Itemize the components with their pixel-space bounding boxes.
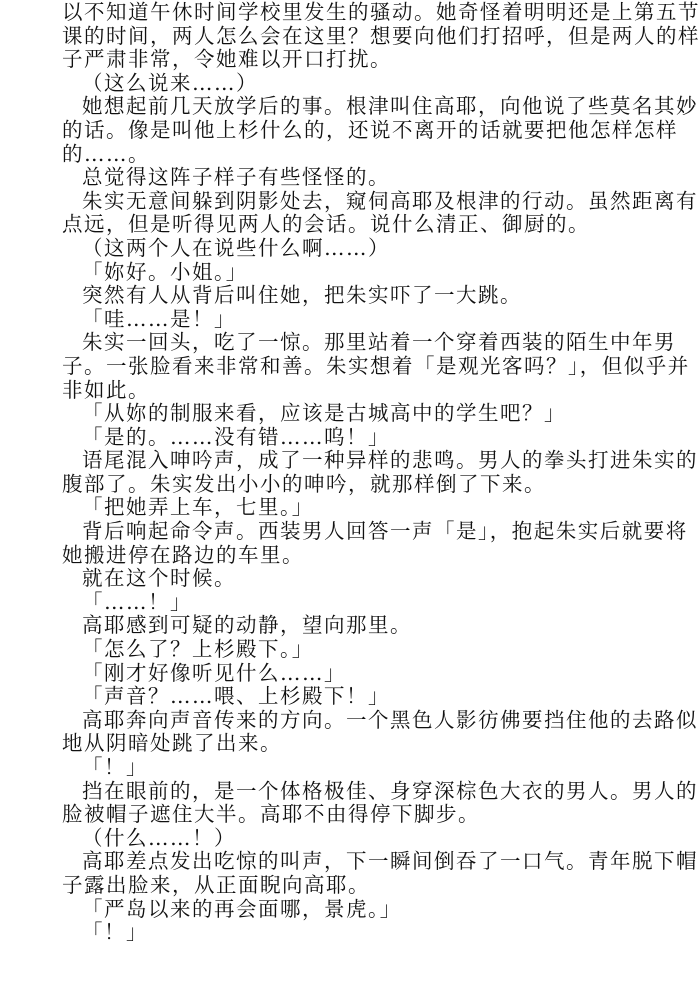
text-line: 朱实无意间躲到阴影处去，窥伺高耶及根津的行动。虽然距离有 xyxy=(82,188,698,213)
paragraph xyxy=(62,448,698,496)
paragraph xyxy=(62,921,662,945)
text-line: 语尾混入呻吟声，成了一种异样的悲鸣。男人的拳头打进朱实的 xyxy=(82,448,698,473)
text-line: 子严肃非常，令她难以开口打扰。 xyxy=(62,47,392,72)
text-line: 「把她弄上车，七里。」 xyxy=(82,495,314,520)
paragraph xyxy=(62,519,688,567)
document-page xyxy=(62,0,700,945)
text-line: 朱实一回头，吃了一惊。那里站着一个穿着西装的陌生中年男 xyxy=(82,330,676,355)
text-line: 「是的。……没有错……呜！」 xyxy=(82,424,390,449)
text-line: 就在这个时候。 xyxy=(82,566,236,591)
text-line: 以不知道午休时间学校里发生的骚动。她奇怪着明明还是上第五节 xyxy=(62,0,700,24)
text-line: 她搬进停在路边的车里。 xyxy=(62,542,304,567)
paragraph xyxy=(62,0,700,72)
text-line: 「怎么了？上杉殿下。」 xyxy=(82,637,314,662)
text-line: 高耶差点发出吃惊的叫声，下一瞬间倒吞了一口气。青年脱下帽 xyxy=(82,849,698,874)
text-line: 背后响起命令声。西装男人回答一声「是」，抱起朱实后就要将 xyxy=(82,519,688,544)
text-line: 「……！」 xyxy=(82,589,192,614)
paragraph xyxy=(62,614,662,638)
paragraph xyxy=(62,72,662,96)
paragraph xyxy=(62,898,662,922)
paragraph xyxy=(62,849,698,897)
text-line: 「从妳的制服来看，应该是古城高中的学生吧？」 xyxy=(82,401,566,426)
text-line: 「！」 xyxy=(82,920,148,945)
text-line: 非如此。 xyxy=(62,377,150,402)
paragraph xyxy=(62,94,698,166)
paragraph xyxy=(62,756,662,780)
text-line: 「严岛以来的再会面哪，景虎。」 xyxy=(82,896,402,921)
paragraph xyxy=(62,308,662,332)
text-line: 课的时间，两人怎么会在这里？想要向他们打招呼，但是两人的样 xyxy=(62,23,700,48)
paragraph xyxy=(62,426,662,450)
paragraph xyxy=(62,778,698,827)
paragraph xyxy=(62,638,662,662)
paragraph xyxy=(62,827,662,851)
text-line: 总觉得这阵子样子有些怪怪的。 xyxy=(82,165,390,190)
text-line: 地从阴暗处跳了出来。 xyxy=(62,731,282,756)
text-line: 腹部了。朱实发出小小的呻吟，就那样倒了下来。 xyxy=(62,471,546,496)
text-line: 突然有人从背后叫住她，把朱实吓了一大跳。 xyxy=(82,283,522,308)
text-line: 「！」 xyxy=(82,755,148,779)
paragraph xyxy=(62,685,662,709)
paragraph xyxy=(62,188,698,237)
text-line: 她想起前几天放学后的事。根津叫住高耶，向他说了些莫名其妙 xyxy=(82,94,698,119)
text-line: 子。一张脸看来非常和善。朱实想着「是观光客吗？」，但似乎并 xyxy=(62,353,690,378)
paragraph xyxy=(62,261,662,285)
text-line: 子露出脸来，从正面睨向高耶。 xyxy=(62,872,370,897)
text-line: 高耶奔向声音传来的方向。一个黑色人影彷佛要挡住他的去路似 xyxy=(82,707,698,732)
text-line: （这么说来……） xyxy=(82,70,258,95)
text-line: 点远，但是听得见两人的会话。说什么清正、御厨的。 xyxy=(62,212,590,237)
paragraph xyxy=(62,662,662,686)
paragraph xyxy=(62,496,662,520)
paragraph xyxy=(62,402,662,426)
text-line: 「哇……是！」 xyxy=(82,306,236,331)
text-line: （什么……！） xyxy=(82,825,236,850)
paragraph xyxy=(62,567,662,591)
text-line: 「刚才好像听见什么……」 xyxy=(82,660,346,685)
text-line: 「声音？……喂、上杉殿下！」 xyxy=(82,684,390,709)
text-line: 高耶感到可疑的动静，望向那里。 xyxy=(82,613,412,638)
text-line: 的话。像是叫他上杉什么的，还说不离开的话就要把他怎样怎样 xyxy=(62,117,678,142)
paragraph xyxy=(62,284,662,308)
text-line: 的……。 xyxy=(62,141,150,166)
text-line: 挡在眼前的，是一个体格极佳、身穿深棕色大衣的男人。男人的 xyxy=(82,778,698,803)
text-line: （这两个人在说些什么啊……） xyxy=(82,235,390,260)
text-line: 脸被帽子遮住大半。高耶不由得停下脚步。 xyxy=(62,802,480,827)
paragraph xyxy=(62,166,662,190)
paragraph xyxy=(62,330,690,402)
paragraph xyxy=(62,591,662,615)
paragraph xyxy=(62,237,662,261)
text-line: 「妳好。小姐。」 xyxy=(82,259,248,284)
paragraph xyxy=(62,707,698,756)
